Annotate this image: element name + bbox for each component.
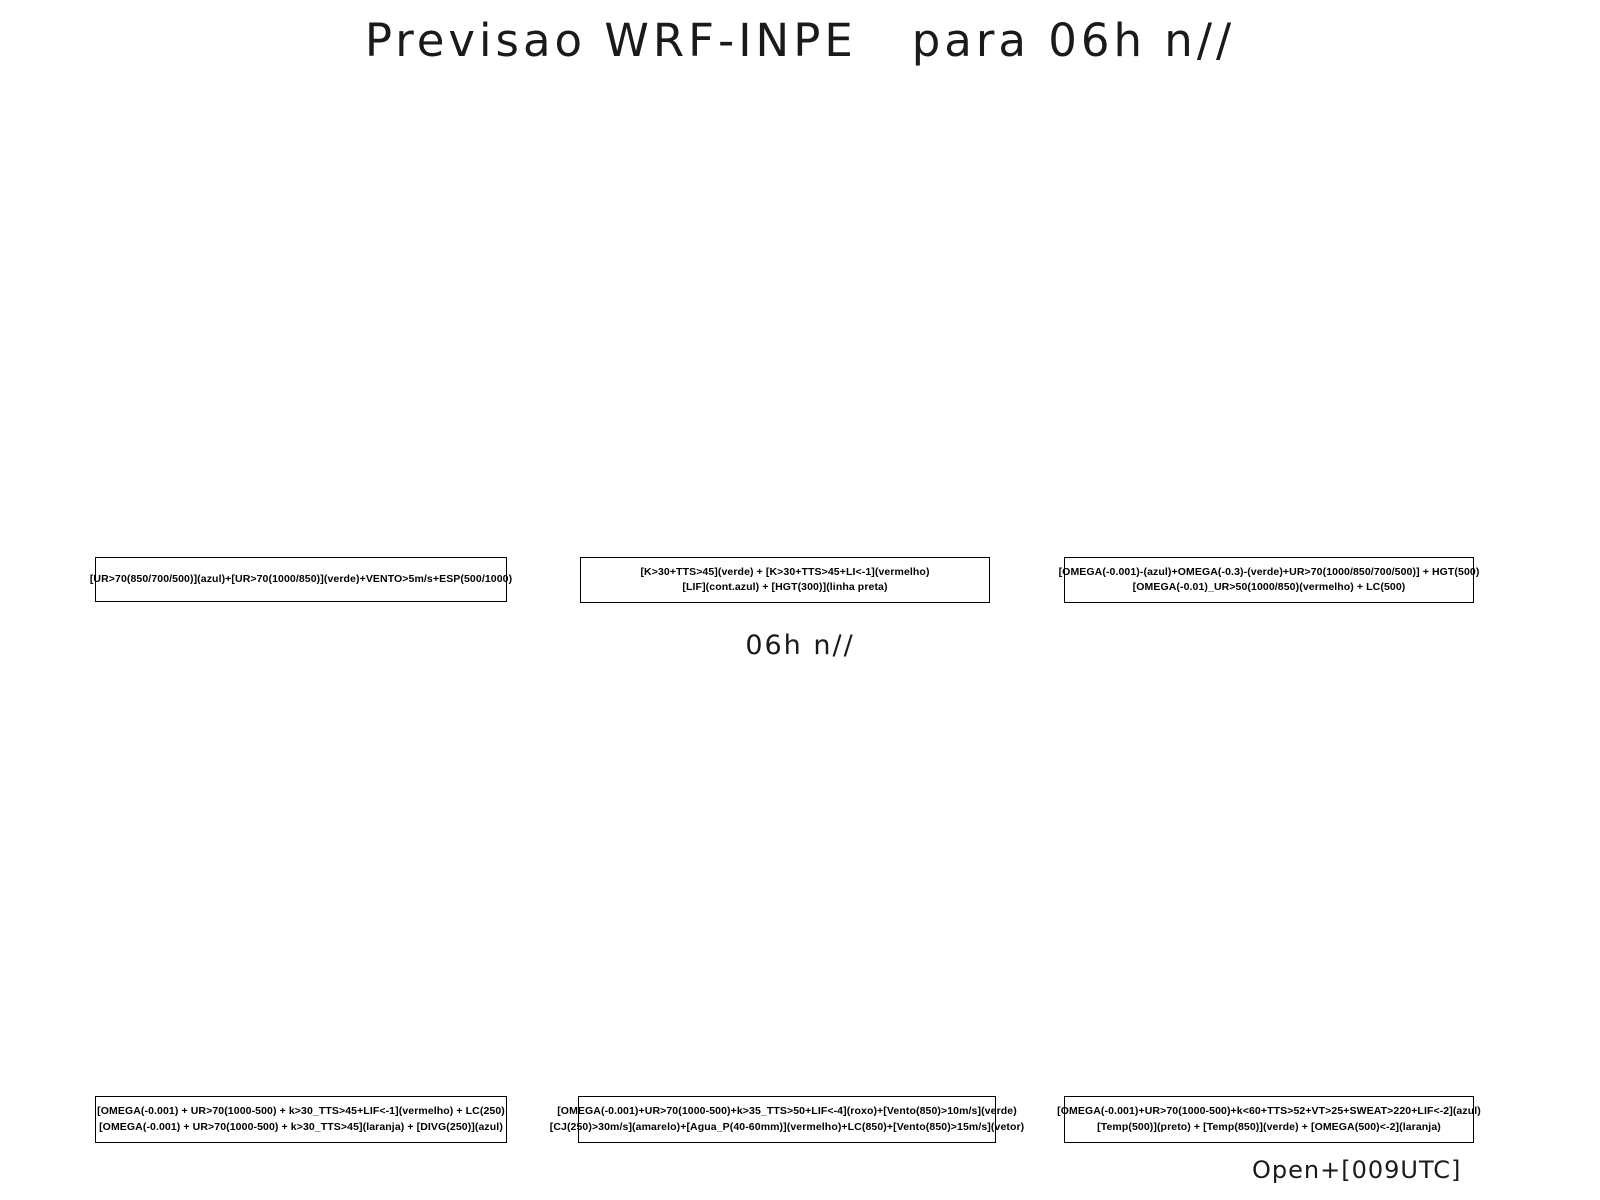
legend-line: [OMEGA(-0.01)_UR>50(1000/850)(vermelho) + LC(500) [1132, 581, 1406, 593]
legend-line: [OMEGA(-0.001)+UR>70(1000-500)+k<60+TTS>52+VT>25+SWEAT>220+LIF<-2](azul) [1057, 1105, 1481, 1118]
legend-line: [OMEGA(-0.001) + UR>70(1000-500) + k>30_TTS>45](laranja) + [DIVG(250)](azul) [99, 1120, 503, 1133]
legend-bottom-left [95, 1096, 507, 1143]
map-panel-top-center [580, 90, 990, 550]
map-panel-bottom-right [1064, 690, 1474, 1090]
legend-line: [K>30+TTS>45](verde) + [K>30+TTS>45+LI<-1](vermelho) [640, 565, 930, 578]
legend-line: [UR>70(850/700/500)](azul)+[UR>70(1000/850)](verde)+VENTO>5m/s+ESP(500/1000) [89, 572, 513, 585]
legend-line: [OMEGA(-0.001)+UR>70(1000-500)+k>35_TTS>50+LIF<-4](roxo)+[Vento(850)>10m/s](verde) [557, 1105, 1017, 1118]
legend-bottom-center [549, 1096, 1025, 1143]
legend-line: [Temp(500)](preto) + [Temp(850)](verde) + [OMEGA(500)<-2](laranja) [1097, 1120, 1441, 1133]
legend-bottom-right [1057, 1096, 1481, 1143]
legend-line: [LIF](cont.azul) + [HGT(300)](linha preta) [682, 581, 888, 593]
footer-timestamp-label: Open+[009UTC] [1252, 1156, 1462, 1184]
legend-line: [CJ(250)>30m/s](amarelo)+[Agua_P(40-60mm)](vermelho)+LC(850)+[Vento(850)>15m/s](vetor) [549, 1120, 1025, 1133]
map-panel-top-left [95, 90, 507, 550]
section-subtitle: 06h n// [745, 630, 855, 661]
page-title: Previsao WRF-INPE para 06h n// [364, 14, 1236, 67]
legend-top-right [1058, 557, 1480, 603]
map-panel-bottom-left [95, 690, 507, 1090]
legend-line: [OMEGA(-0.001)-(azul)+OMEGA(-0.3)-(verde)+UR>70(1000/850/700/500)] + HGT(500) [1058, 565, 1480, 578]
map-panel-top-right [1064, 90, 1474, 550]
legend-line: [OMEGA(-0.001) + UR>70(1000-500) + k>30_TTS>45+LIF<-1](vermelho) + LC(250) [97, 1105, 505, 1118]
map-panel-bottom-center [578, 690, 996, 1090]
legend-top-left [89, 557, 513, 602]
legend-top-center [580, 557, 990, 603]
